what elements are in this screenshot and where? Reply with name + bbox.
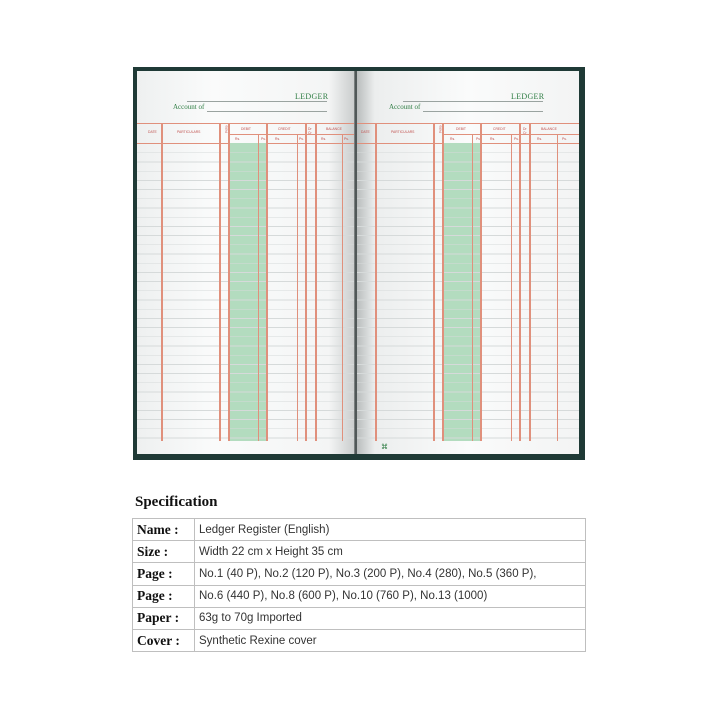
col-divider xyxy=(442,123,444,441)
header-drcr: Dr Cr xyxy=(523,127,527,135)
col-divider xyxy=(529,123,531,441)
ledger-book-image xyxy=(133,67,585,460)
header-balance: BALANCE xyxy=(326,127,342,131)
header-drcr: Dr Cr xyxy=(308,127,312,135)
specification-title: Specification xyxy=(135,494,218,510)
col-divider xyxy=(219,123,221,441)
account-of-label: Account of xyxy=(173,103,205,111)
spec-key: Name : xyxy=(133,519,195,541)
header-debit: DEBIT xyxy=(456,127,466,131)
header-mid-rule xyxy=(229,134,355,135)
col-divider xyxy=(519,123,521,441)
spec-key: Page : xyxy=(133,585,195,607)
header-balance-ps: Ps. xyxy=(562,137,567,141)
header-particulars: PARTICULARS xyxy=(391,130,415,134)
header-folio: Folio xyxy=(438,125,443,133)
specification-table xyxy=(132,518,586,652)
col-divider xyxy=(375,123,377,441)
header-balance-ps: Ps. xyxy=(344,137,349,141)
col-divider xyxy=(228,123,230,441)
spec-row-cover xyxy=(133,629,586,651)
header-credit: CREDIT xyxy=(278,127,291,131)
ledger-rows xyxy=(137,144,355,441)
header-balance: BALANCE xyxy=(541,127,557,131)
col-divider xyxy=(557,134,558,441)
header-debit-ps: Ps. xyxy=(261,137,266,141)
col-divider xyxy=(161,123,163,441)
spec-key: Size : xyxy=(133,541,195,563)
col-divider xyxy=(305,123,307,441)
header-folio: Folio xyxy=(224,125,229,133)
col-divider xyxy=(472,134,473,441)
spec-key: Cover : xyxy=(133,629,195,651)
ledger-title: LEDGER xyxy=(511,92,545,101)
header-date: DATE xyxy=(361,130,370,134)
spec-row-page xyxy=(133,585,586,607)
header-debit-ps: Ps. xyxy=(476,137,481,141)
header-date: DATE xyxy=(148,130,157,134)
spec-key: Page : xyxy=(133,563,195,585)
account-line xyxy=(207,111,327,112)
header-top-rule xyxy=(137,123,355,124)
header-credit-rs: Rs. xyxy=(275,137,281,141)
header-top-rule xyxy=(357,123,579,124)
header-credit: CREDIT xyxy=(493,127,506,131)
header-debit-rs: Rs. xyxy=(235,137,241,141)
col-divider xyxy=(266,123,268,441)
col-divider xyxy=(511,134,512,441)
col-divider xyxy=(315,123,317,441)
spec-value: Synthetic Rexine cover xyxy=(195,629,586,651)
spec-value: No.6 (440 P), No.8 (600 P), No.10 (760 P), No.13 (1000) xyxy=(195,585,586,607)
spec-row-name xyxy=(133,519,586,541)
header-balance-rs: Rs. xyxy=(537,137,543,141)
header-particulars: PARTICULARS xyxy=(177,130,201,134)
header-balance-rs: Rs. xyxy=(321,137,327,141)
col-divider xyxy=(297,134,298,441)
spec-row-size xyxy=(133,541,586,563)
ledger-rows xyxy=(357,144,579,441)
right-page xyxy=(357,71,579,454)
spec-value: Width 22 cm x Height 35 cm xyxy=(195,541,586,563)
account-of-label: Account of xyxy=(389,103,421,111)
col-divider xyxy=(433,123,435,441)
col-divider xyxy=(342,134,343,441)
spec-value: 63g to 70g Imported xyxy=(195,607,586,629)
ledger-title: LEDGER xyxy=(295,92,329,101)
col-divider xyxy=(258,134,259,441)
spec-value: Ledger Register (English) xyxy=(195,519,586,541)
header-debit-rs: Rs. xyxy=(450,137,456,141)
spec-row-page xyxy=(133,563,586,585)
logo-icon: ⌘ xyxy=(381,443,388,451)
spec-row-paper xyxy=(133,607,586,629)
spec-value: No.1 (40 P), No.2 (120 P), No.3 (200 P), No.4 (280), No.5 (360 P), xyxy=(195,563,586,585)
spec-key: Paper : xyxy=(133,607,195,629)
header-credit-ps: Ps. xyxy=(514,137,519,141)
title-line xyxy=(403,101,543,102)
title-line xyxy=(187,101,327,102)
header-debit: DEBIT xyxy=(241,127,251,131)
header-credit-ps: Ps. xyxy=(299,137,304,141)
col-divider xyxy=(480,123,482,441)
header-credit-rs: Rs. xyxy=(490,137,496,141)
account-line xyxy=(423,111,543,112)
left-page xyxy=(137,71,355,454)
